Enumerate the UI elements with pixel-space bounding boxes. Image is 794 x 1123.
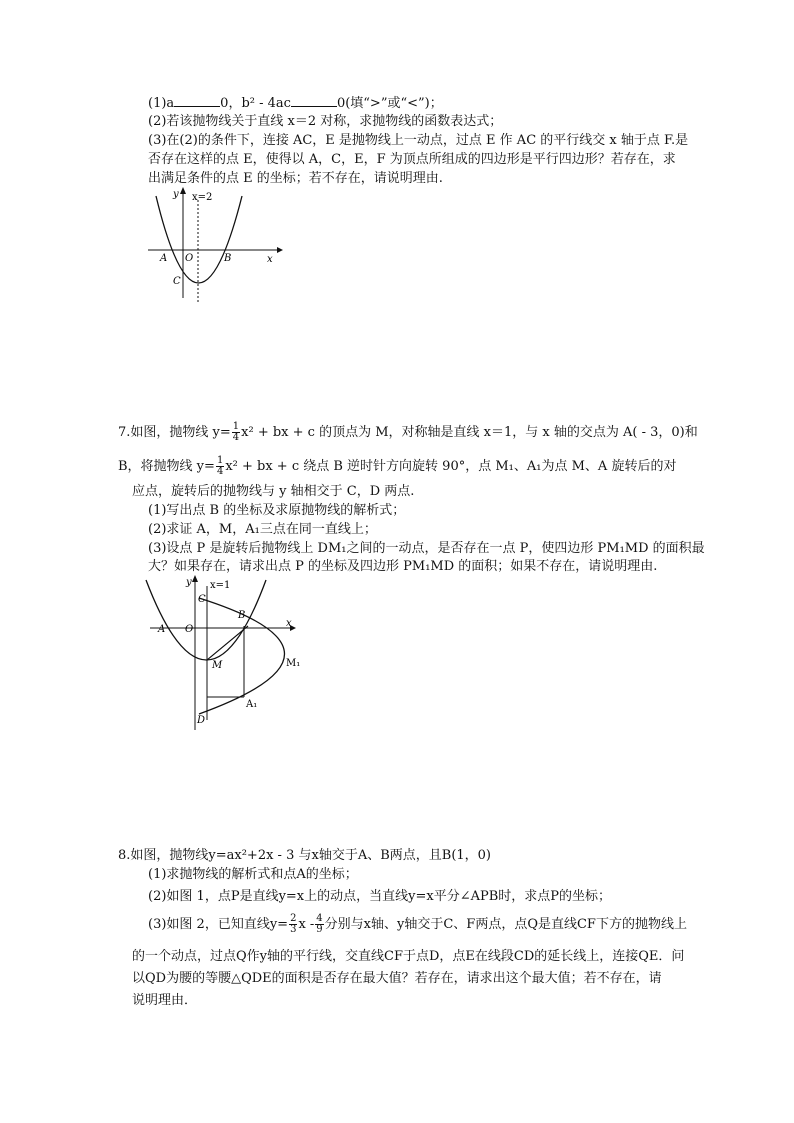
- p7-original-parabola: [146, 580, 266, 660]
- p6-question-3-line1: (3)在(2)的条件下，连接 AC，E 是抛物线上一动点，过点 E 作 AC 的平行线交 x 轴于点 F.是: [148, 133, 689, 148]
- p6-q1-end: 0(填“>”或“<”)；: [336, 96, 443, 111]
- p7-question-3-line1: (3)设点 P 是旋转后抛物线上 DM₁之间的一动点，是否存在一点 P，使四边形 PM₁MD 的面积最: [148, 541, 705, 556]
- p7-line-3: 应点，旋转后的抛物线与 y 轴相交于 C，D 两点.: [132, 484, 415, 499]
- p7-frac2-num: 1: [216, 455, 224, 466]
- p6-parabola: [156, 196, 242, 283]
- p7-frac2-den: 4: [216, 466, 224, 477]
- p6-point-a: A: [160, 253, 168, 264]
- p8-q3-mid: x -: [298, 917, 315, 932]
- p8-question-3-line4: 说明理由．: [132, 993, 198, 1008]
- p6-question-1: [148, 94, 443, 113]
- p7-axis-label: x=1: [210, 580, 231, 591]
- p7-point-a1: A₁: [246, 699, 258, 710]
- p7-fraction-2: [216, 456, 224, 477]
- p7-question-3-line2: 大？如果存在，请求出点 P 的坐标及四边形 PM₁MD 的面积；如果不存在，请说明理由.: [148, 559, 658, 574]
- p6-q1-a: (1)a: [148, 96, 175, 111]
- p7-y-label: y: [186, 577, 192, 588]
- p7-point-b: B: [238, 610, 246, 621]
- p8-q3-pre: (3)如图 2，已知直线y=: [148, 917, 289, 932]
- p7-figure: [140, 574, 320, 734]
- p8-question-1: (1)求抛物线的解析式和点A的坐标；: [148, 867, 358, 882]
- p6-x-label: x: [267, 254, 273, 265]
- p6-point-b: B: [224, 253, 232, 264]
- p7-line-1: [118, 422, 698, 443]
- p8-fraction-2: [315, 914, 323, 935]
- p7-line-2: [118, 456, 676, 477]
- p7-question-1: (1)写出点 B 的坐标及求原抛物线的解析式；: [148, 503, 406, 518]
- p7-point-m1: M₁: [286, 658, 301, 669]
- p7-x-label: x: [286, 618, 292, 629]
- p6-point-o: O: [185, 253, 194, 264]
- p6-q1-mid: 0，b² - 4ac: [220, 96, 291, 111]
- p6-x-arrow: [277, 247, 283, 253]
- p8-question-3-line2: 的一个动点，过点Q作y轴的平行线，交直线CF于点D，点E在线段CD的延长线上，连接QE．问: [132, 949, 685, 964]
- p7-segment-bm-overlap: [207, 626, 248, 660]
- p6-axis-label: x=2: [192, 192, 213, 203]
- p7-point-c: C: [198, 594, 206, 605]
- p6-point-c: C: [173, 276, 181, 287]
- p6-blank-1: [174, 94, 220, 107]
- p6-question-3-line3: 出满足条件的点 E 的坐标；若不存在，请说明理由.: [148, 171, 443, 186]
- p6-blank-2: [291, 94, 337, 107]
- p7-l1-pre: 7.如图，抛物线 y=: [118, 425, 231, 440]
- p8-question-3-line1: [148, 914, 687, 935]
- p8-frac1-num: 2: [290, 913, 297, 924]
- p6-figure: [140, 186, 290, 304]
- p7-frac1-num: 1: [232, 421, 240, 432]
- p8-question-3-line3: 以QD为腰的等腰△QDE的面积是否存在最大值？若存在，请求出这个最大值；若不存在，请: [132, 971, 662, 986]
- p8-q3-post: 分别与x轴、y轴交于C、F两点，点Q是直线CF下方的抛物线上: [324, 917, 687, 932]
- p6-question-2: (2)若该抛物线关于直线 x＝2 对称，求抛物线的函数表达式；: [148, 114, 503, 129]
- p6-question-3-line2: 否存在这样的点 E，使得以 A，C，E，F 为顶点所组成的四边形是平行四边形？若存在，求: [148, 152, 676, 167]
- p8-question-2: (2)如图 1，点P是直线y=x上的动点，当直线y=x平分∠APB时，求点P的坐标；: [148, 889, 612, 904]
- p7-fraction-1: [232, 422, 240, 443]
- p7-point-m: M: [212, 660, 223, 671]
- p8-fraction-1: [289, 914, 297, 935]
- p7-point-o: O: [185, 624, 194, 635]
- p7-l2-post: x² + bx + c 绕点 B 逆时针方向旋转 90°，点 M₁、A₁为点 M、A 旋转后的对: [225, 459, 677, 474]
- p7-frac1-den: 4: [232, 432, 240, 443]
- p8-line-1: 8.如图，抛物线y=ax²+2x - 3 与x轴交于A、B两点，且B(1，0): [118, 848, 492, 863]
- p7-y-arrow: [192, 575, 198, 582]
- p7-l1-post: x² + bx + c 的顶点为 M，对称轴是直线 x＝1，与 x 轴的交点为 A( - 3，0)和: [241, 425, 698, 440]
- p8-frac1-den: 3: [290, 924, 297, 935]
- p8-frac2-num: 4: [316, 913, 323, 924]
- p6-y-arrow: [180, 187, 186, 194]
- p7-point-a: A: [158, 624, 166, 635]
- p7-l2-pre: B，将抛物线 y=: [118, 459, 215, 474]
- p6-y-label: y: [173, 189, 179, 200]
- p8-frac2-den: 9: [316, 924, 323, 935]
- p7-question-2: (2)求证 A，M，A₁三点在同一直线上；: [148, 522, 377, 537]
- p7-point-d: D: [197, 715, 206, 726]
